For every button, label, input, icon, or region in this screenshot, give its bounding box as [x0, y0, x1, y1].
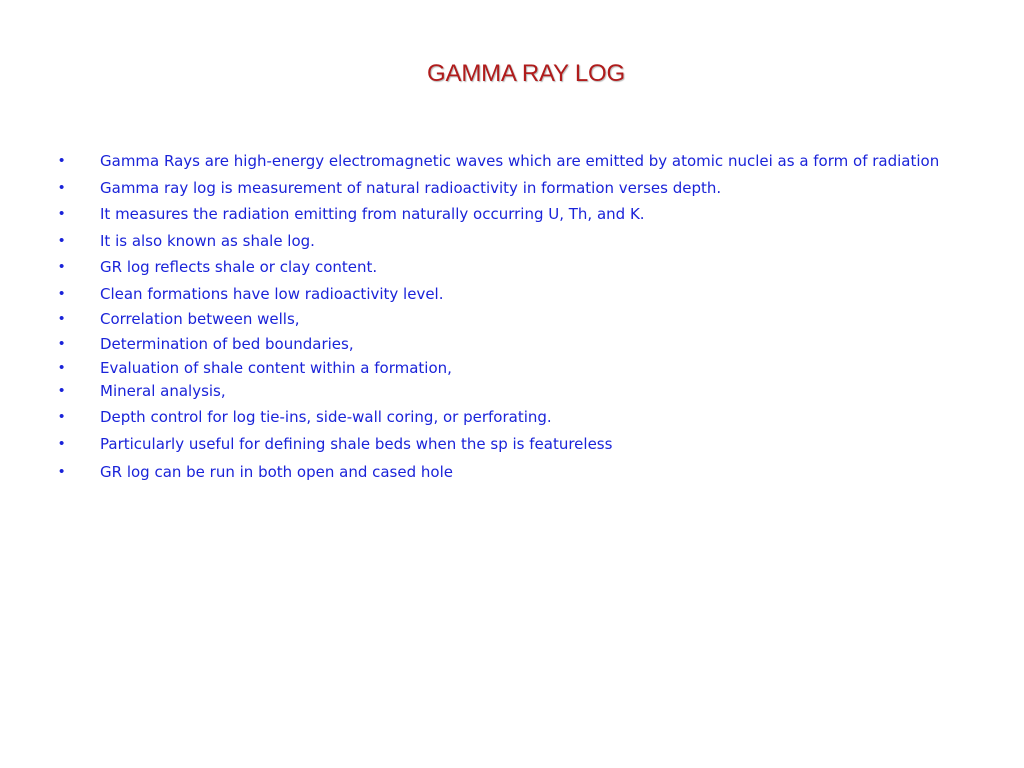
bullet-icon: •: [59, 434, 65, 452]
bullet-text: Mineral analysis,: [100, 381, 226, 400]
bullet-icon: •: [59, 178, 65, 196]
list-item: [59, 256, 974, 279]
list-item: [59, 177, 974, 200]
list-item: [59, 461, 974, 484]
bullet-text: GR log can be run in both open and cased hole: [100, 463, 453, 481]
list-item: [59, 380, 974, 403]
bullet-icon: •: [59, 381, 65, 399]
list-item: [59, 230, 974, 253]
list-item: [59, 150, 974, 173]
bullet-icon: •: [59, 359, 65, 376]
bullet-text: GR log reflects shale or clay content.: [100, 258, 378, 276]
bullet-icon: •: [59, 310, 65, 327]
bullet-text: Evaluation of shale content within a formation,: [100, 359, 452, 377]
list-item: [59, 308, 974, 331]
bullet-text: Gamma ray log is measurement of natural radioactivity in formation verses depth.: [100, 178, 722, 197]
bullet-text: Gamma Rays are high-energy electromagnetic waves which are emitted by atomic nuclei as a form of radiation: [100, 152, 940, 170]
bullet-icon: •: [59, 284, 65, 302]
list-item: [59, 203, 974, 226]
bullet-icon: •: [59, 408, 65, 425]
bullet-icon: •: [59, 334, 65, 352]
list-item: [59, 283, 974, 306]
slide-title: GAMMA RAY LOG: [427, 60, 625, 87]
bullet-text: It measures the radiation emitting from naturally occurring U, Th, and K.: [100, 205, 645, 223]
bullet-text: Clean formations have low radioactivity level.: [100, 284, 444, 303]
bullet-icon: •: [59, 231, 65, 249]
list-item: [59, 357, 974, 380]
bullet-icon: •: [59, 258, 65, 275]
bullet-icon: •: [59, 152, 65, 169]
list-item: [59, 333, 974, 356]
bullet-text: Correlation between wells,: [100, 310, 300, 328]
list-item: [59, 406, 974, 429]
bullet-text: Determination of bed boundaries,: [100, 334, 354, 353]
bullet-icon: •: [59, 205, 65, 222]
bullet-text: Particularly useful for defining shale beds when the sp is featureless: [100, 434, 613, 453]
bullet-text: Depth control for log tie-ins, side-wall coring, or perforating.: [100, 408, 552, 426]
list-item: [59, 433, 974, 456]
bullet-list: [59, 150, 974, 484]
bullet-text: It is also known as shale log.: [100, 231, 315, 250]
bullet-icon: •: [59, 463, 65, 480]
